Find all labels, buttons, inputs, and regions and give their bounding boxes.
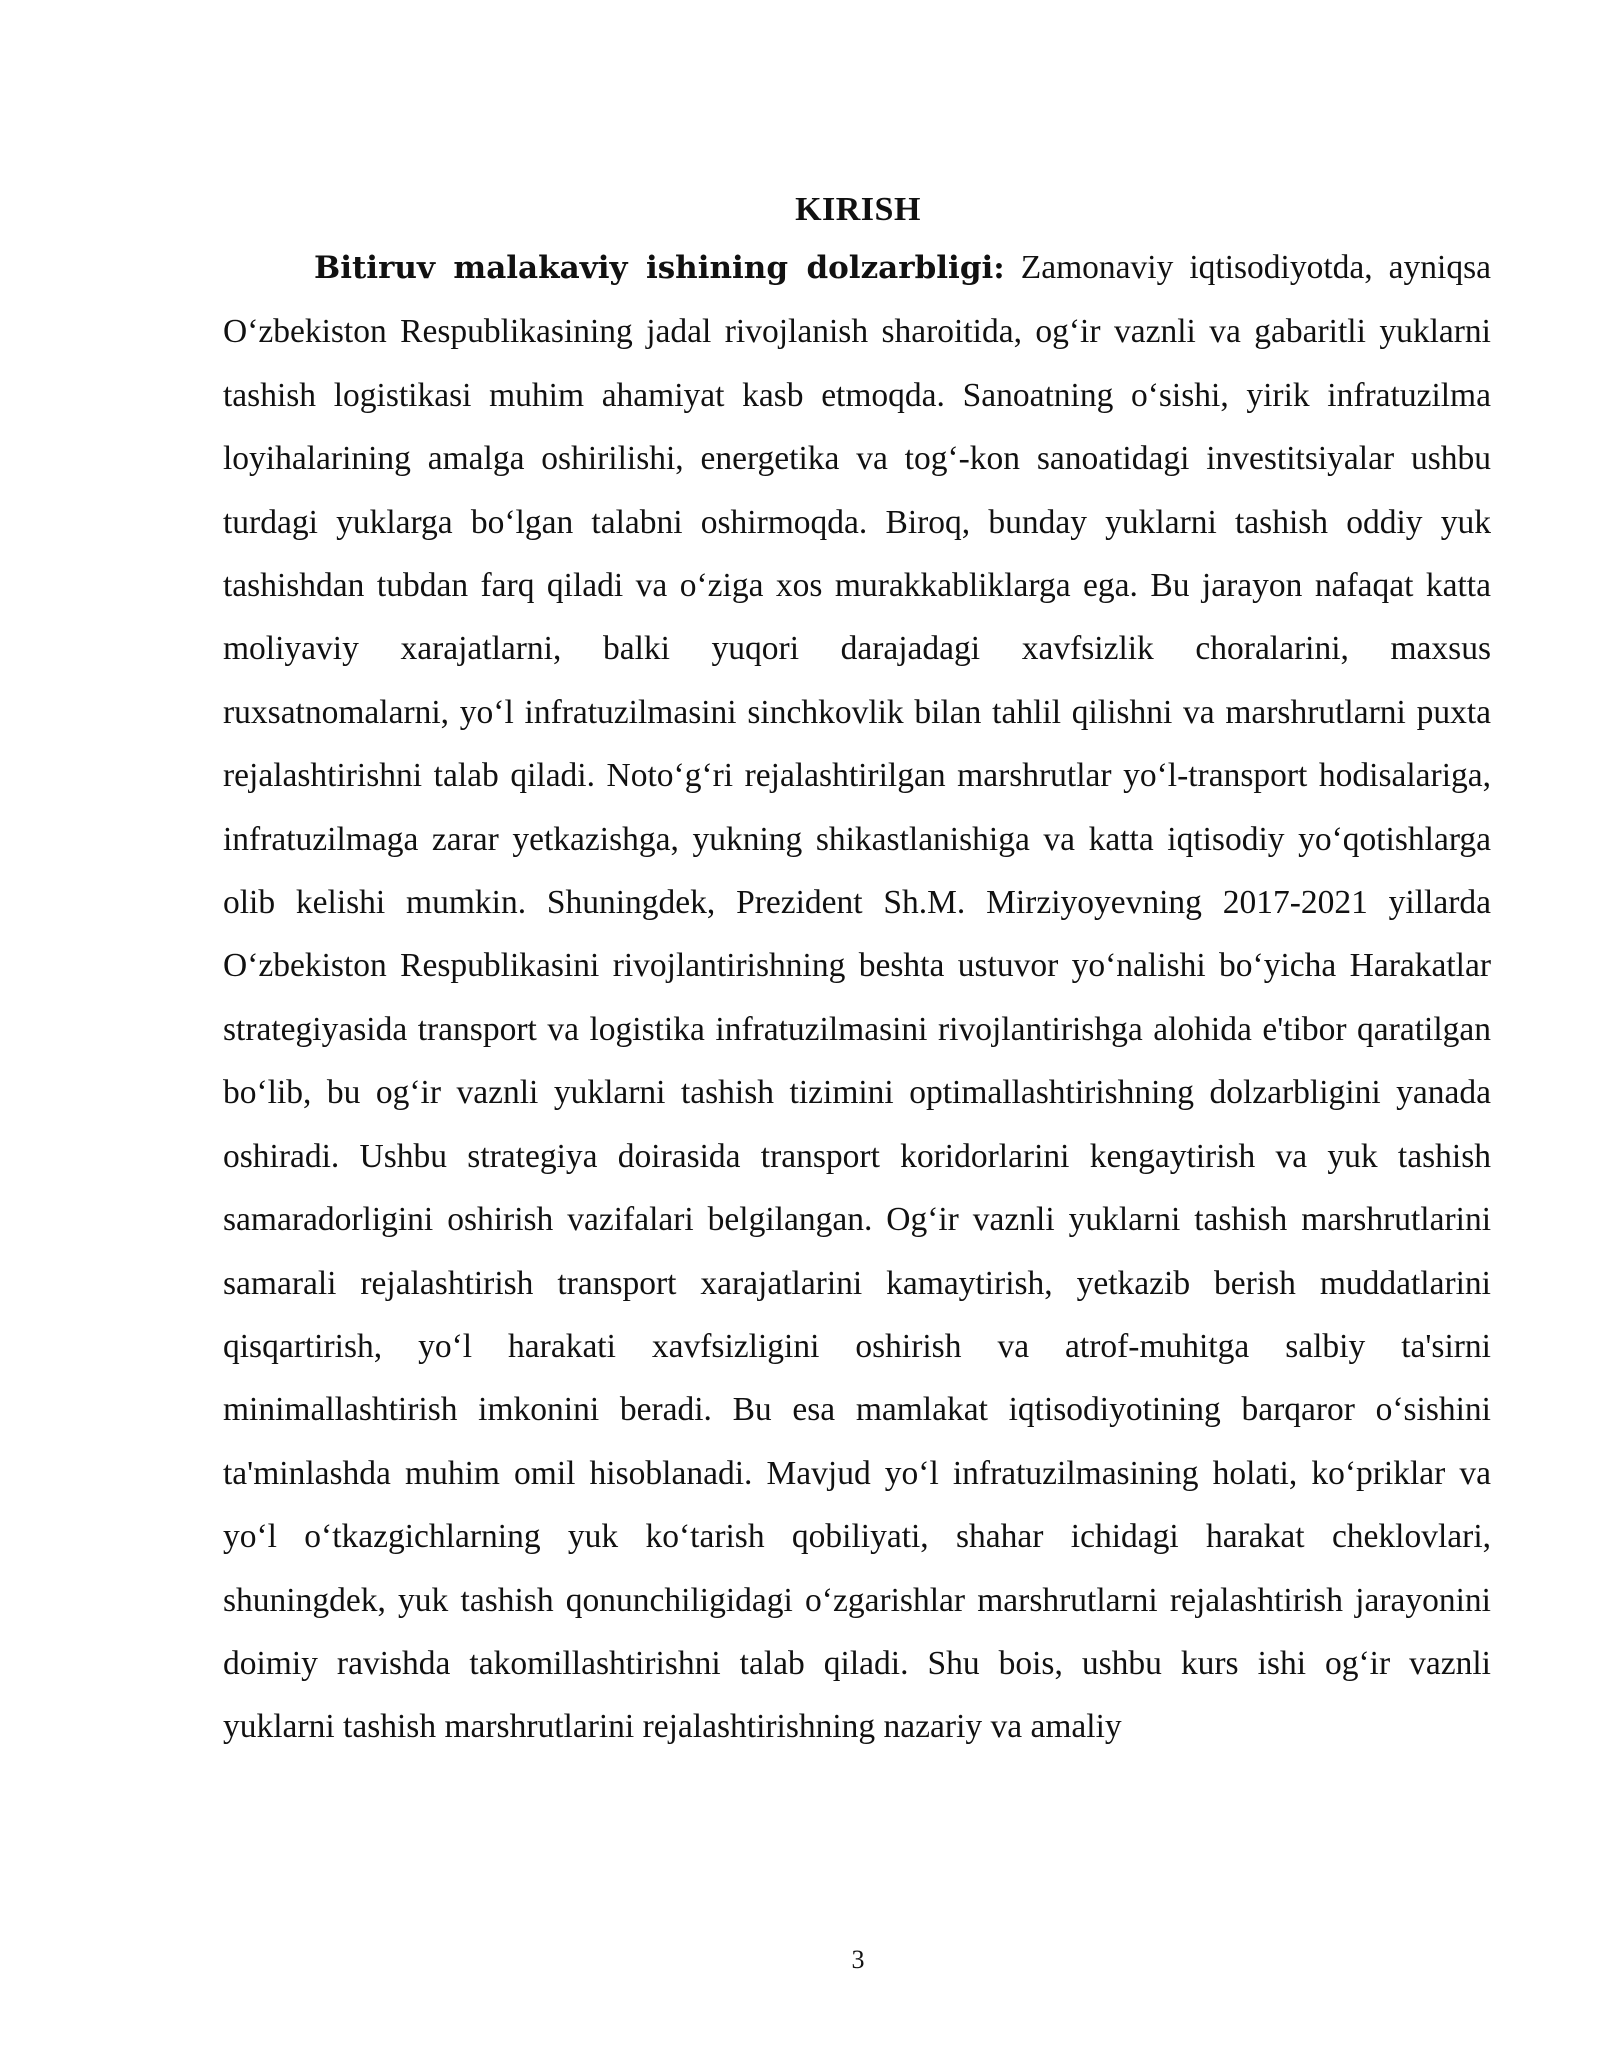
body-paragraph — [223, 236, 1491, 1759]
paragraph-lead-heading: Bitiruv malakaviy ishining dolzarbligi: — [314, 250, 1005, 286]
section-title: KIRISH — [795, 191, 921, 228]
paragraph-text: Zamonaviy iqtisodiyotda, ayniqsa O‘zbekiston Respublikasining jadal rivojlanish sharoitida, og‘ir vaznli va gabaritli yuklarni tashish logistikasi muhim ahamiyat kasb etmoqda. Sanoatning o‘sishi, yirik infratuzilma loyihalarining amalga oshirilishi, energetika va tog‘-kon sanoatidagi investitsiyalar ushbu turdagi yuklarga bo‘lgan talabni oshirmoqda. Biroq, bunday yuklarni tashish oddiy yuk tashishdan tubdan farq qiladi va o‘ziga xos murakkabliklarga ega. Bu jarayon nafaqat katta moliyaviy xarajatlarni, balki yuqori darajadagi xavfsizlik choralarini, maxsus ruxsatnomalarni, yo‘l infratuzilmasini sinchkovlik bilan tahlil qilishni va marshrutlarni puxta rejalashtirishni talab qiladi. Noto‘g‘ri rejalashtirilgan marshrutlar yo‘l-transport hodisalariga, infratuzilmaga zarar yetkazishga, yukning shikastlanishiga va katta iqtisodiy yo‘qotishlarga olib kelishi mumkin. Shuningdek, Prezident Sh.M. Mirziyoyevning 2017-2021 yillarda O‘zbekiston Respublikasini rivojlantirishning beshta ustuvor yo‘nalishi bo‘yicha Harakatlar strategiyasida transport va logistika infratuzilmasini rivojlantirishga alohida e'tibor qaratilgan bo‘lib, bu og‘ir vaznli yuklarni tashish tizimini optimallashtirishning dolzarbligini yanada oshiradi. Ushbu strategiya doirasida transport koridorlarini kengaytirish va yuk tashish samaradorligini oshirish vazifalari belgilangan. Og‘ir vaznli yuklarni tashish marshrutlarini samarali rejalashtirish transport xarajatlarini kamaytirish, yetkazib berish muddatlarini qisqartirish, yo‘l harakati xavfsizligini oshirish va atrof-muhitga salbiy ta'sirni minimallashtirish imkonini beradi. Bu esa mamlakat iqtisodiyotining barqaror o‘sishini ta'minlashda muhim omil hisoblanadi. Mavjud yo‘l infratuzilmasining holati, ko‘priklar va yo‘l o‘tkazgichlarning yuk ko‘tarish qobiliyati, shahar ichidagi harakat cheklovlari, shuningdek, yuk tashish qonunchiligidagi o‘zgarishlar marshrutlarni rejalashtirish jarayonini doimiy ravishda takomillashtirishni talab qiladi. Shu bois, ushbu kurs ishi og‘ir vaznli yuklarni tashish marshrutlarini rejalashtirishning nazariy va amaliy — [223, 249, 1491, 1746]
page-number: 3 — [851, 1945, 865, 1974]
